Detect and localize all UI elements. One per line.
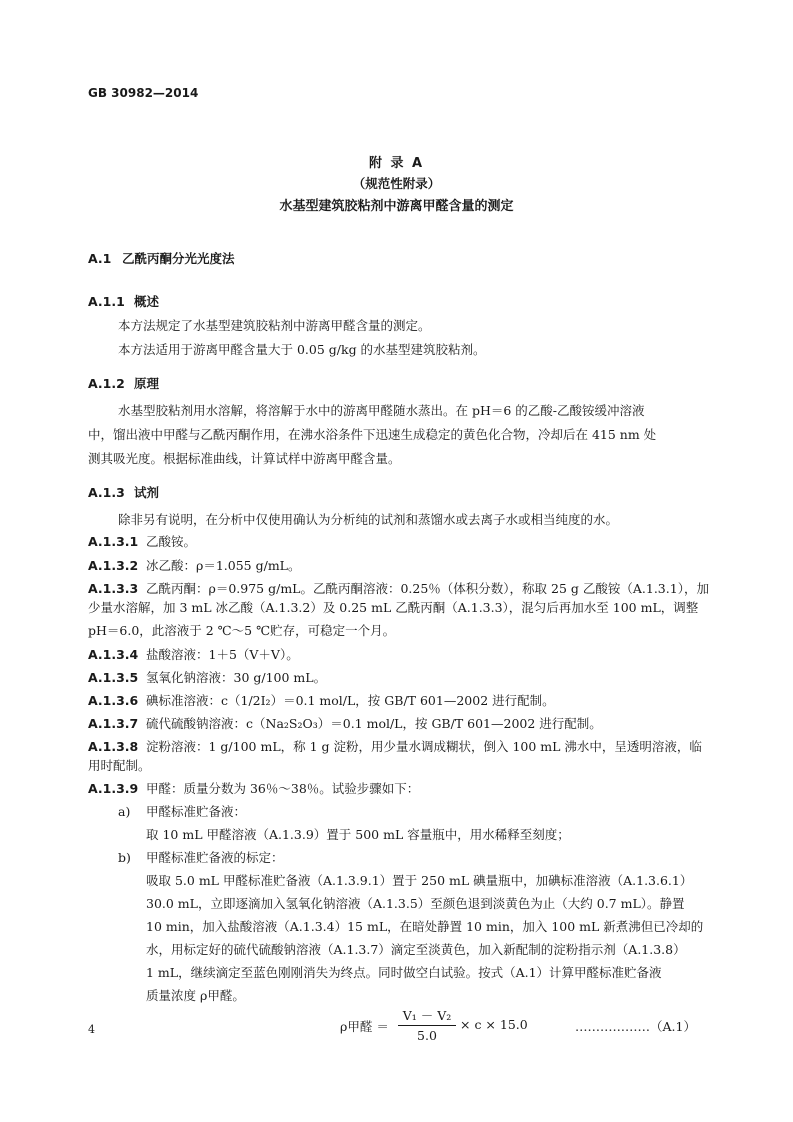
section-a13 <box>88 483 159 501</box>
sub-item-a <box>118 802 246 820</box>
formula-denominator: 5.0 <box>417 1028 437 1043</box>
item-number: A.1.3.3 <box>88 581 139 596</box>
item-number: A.1.3.5 <box>88 670 139 685</box>
sub-item-text: 1 mL，继续滴定至蓝色刚刚消失为终点。同时做空白试验。按式（A.1）计算甲醛标准贮备液 <box>146 965 662 980</box>
sub-item-label: b) <box>118 850 131 865</box>
reagent-item <box>88 556 300 574</box>
item-text: 盐酸溶液：1＋5（V＋V）。 <box>146 647 299 662</box>
item-text: 乙酸铵。 <box>146 534 197 549</box>
item-number: A.1.3.9 <box>88 781 139 796</box>
item-text: 甲醛：质量分数为 36％～38％。试验步骤如下： <box>146 781 420 796</box>
appendix-heading: 水基型建筑胶粘剂中游离甲醛含量的测定 <box>279 199 514 214</box>
paragraph: 除非另有说明，在分析中仅使用确认为分析纯的试剂和蒸馏水或去离子水或相当纯度的水。 <box>118 512 619 527</box>
sub-item-text: 10 min，加入盐酸溶液（A.1.3.4）15 mL，在暗处静置 10 min，加入 100 mL 新煮沸但已冷却的 <box>146 919 704 934</box>
sub-item-text: 取 10 mL 甲醛溶液（A.1.3.9）置于 500 mL 容量瓶中，用水稀释至刻度； <box>146 827 570 842</box>
section-title: 乙酰丙酮分光光度法 <box>122 251 235 266</box>
item-text: 乙酰丙酮：ρ＝0.975 g/mL。乙酰丙酮溶液：0.25％（体积分数），称取 25 g 乙酸铵（A.1.3.1），加 <box>146 581 709 596</box>
formula-label: ………………（A.1） <box>575 1019 696 1034</box>
reagent-item <box>88 737 702 755</box>
item-text-continued: pH＝6.0，此溶液于 2 ℃～5 ℃贮存，可稳定一个月。 <box>88 623 396 638</box>
section-number: A.1.1 <box>88 294 125 309</box>
item-text: 碘标准溶液：c（1/2I₂）＝0.1 mol/L，按 GB/T 601—2002 进行配制。 <box>146 693 555 708</box>
item-text-continued: 少量水溶解，加 3 mL 冰乙酸（A.1.3.2）及 0.25 mL 乙酰丙酮（A.1.3.3），混匀后再加水至 100 mL，调整 <box>88 600 699 615</box>
item-text: 氢氧化钠溶液：30 g/100 mL。 <box>146 670 327 685</box>
item-text: 硫代硫酸钠溶液：c（Na₂S₂O₃）＝0.1 mol/L，按 GB/T 601—2002 进行配制。 <box>146 716 602 731</box>
item-text: 淀粉溶液：1 g/100 mL，称 1 g 淀粉，用少量水调成糊状，倒入 100 mL 沸水中，呈透明溶液，临 <box>146 739 702 754</box>
sub-item-b <box>118 848 284 866</box>
section-title: 概述 <box>134 294 160 309</box>
reagent-item <box>88 645 299 663</box>
document-header: GB 30982—2014 <box>88 86 199 100</box>
appendix-subtitle: （规范性附录） <box>352 176 441 191</box>
appendix-title: 附 录 A <box>368 156 425 171</box>
item-number: A.1.3.2 <box>88 558 139 573</box>
item-number: A.1.3.6 <box>88 693 139 708</box>
section-title: 原理 <box>134 376 160 391</box>
item-text-continued: 用时配制。 <box>88 758 151 773</box>
page-number: 4 <box>88 1023 95 1036</box>
reagent-item <box>88 691 555 709</box>
section-number: A.1 <box>88 251 112 266</box>
item-text: 冰乙酸：ρ＝1.055 g/mL。 <box>146 558 301 573</box>
section-a11 <box>88 292 159 310</box>
sub-item-text: 水，用标定好的硫代硫酸钠溶液（A.1.3.7）滴定至淡黄色，加入新配制的淀粉指示剂（A.1.3.8） <box>146 942 686 957</box>
paragraph-line: 水基型胶粘剂用水溶解，将溶解于水中的游离甲醛随水蒸出。在 pH＝6 的乙酸-乙酸铵缓冲溶液 <box>118 403 645 418</box>
sub-item-title: 甲醛标准贮备液的标定： <box>146 850 284 865</box>
section-a1 <box>88 249 235 267</box>
reagent-item <box>88 532 196 550</box>
sub-item-title: 甲醛标准贮备液： <box>146 804 247 819</box>
item-number: A.1.3.4 <box>88 647 139 662</box>
sub-item-text: 吸取 5.0 mL 甲醛标准贮备液（A.1.3.9.1）置于 250 mL 碘量瓶中，加碘标准溶液（A.1.3.6.1） <box>146 873 693 888</box>
reagent-item <box>88 714 602 732</box>
section-title: 试剂 <box>134 485 160 500</box>
paragraph-line: 测其吸光度。根据标准曲线，计算试样中游离甲醛含量。 <box>88 451 401 466</box>
item-number: A.1.3.8 <box>88 739 139 754</box>
section-number: A.1.2 <box>88 376 125 391</box>
reagent-item <box>88 579 709 597</box>
reagent-item <box>88 779 419 797</box>
sub-item-text: 质量浓度 ρ甲醛。 <box>146 988 245 1003</box>
paragraph: 本方法规定了水基型建筑胶粘剂中游离甲醛含量的测定。 <box>118 318 431 333</box>
section-a12 <box>88 374 159 392</box>
formula-numerator: V₁ － V₂ <box>398 1006 456 1026</box>
sub-item-label: a) <box>118 804 131 819</box>
sub-item-text: 30.0 mL，立即逐滴加入氢氧化钠溶液（A.1.3.5）至颜色退到淡黄色为止（大约 0.7 mL）。静置 <box>146 896 685 911</box>
item-number: A.1.3.1 <box>88 534 139 549</box>
reagent-item <box>88 668 326 686</box>
paragraph-line: 中，馏出液中甲醛与乙酰丙酮作用，在沸水浴条件下迅速生成稳定的黄色化合物，冷却后在 415 nm 处 <box>88 427 657 442</box>
paragraph: 本方法适用于游离甲醛含量大于 0.05 g/kg 的水基型建筑胶粘剂。 <box>118 342 486 357</box>
formula-fraction <box>398 1006 456 1043</box>
item-number: A.1.3.7 <box>88 716 139 731</box>
formula-rhs: × c × 15.0 <box>460 1017 528 1032</box>
formula-lhs: ρ甲醛 ＝ <box>340 1019 389 1034</box>
section-number: A.1.3 <box>88 485 125 500</box>
